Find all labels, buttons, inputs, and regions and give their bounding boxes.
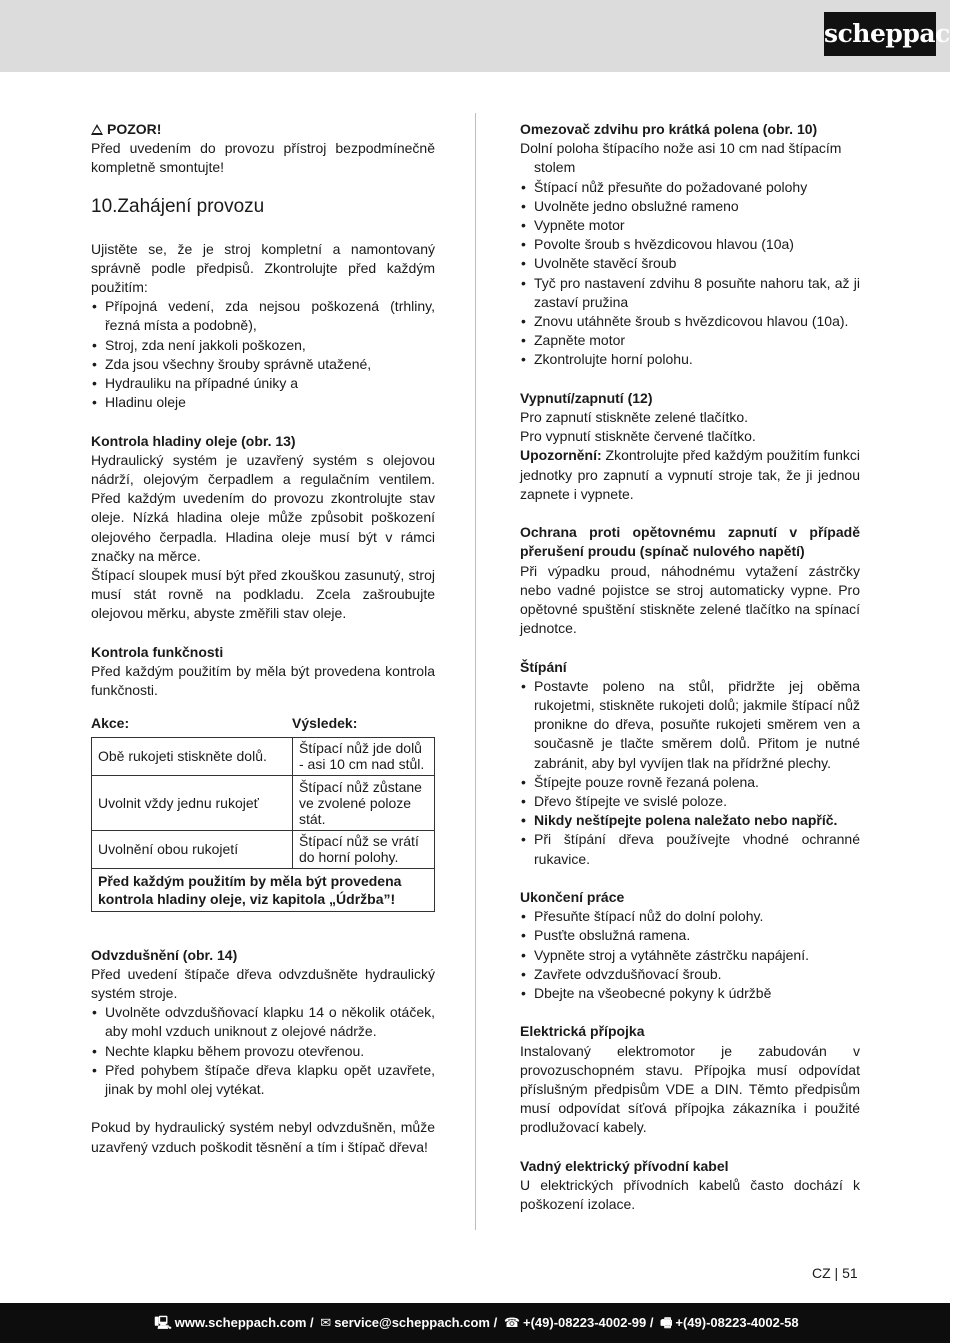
result-header: Výsledek: [292,715,358,732]
oil-text: Hydraulický systém je uzavřený systém s olejovou nádrží, olejovým čerpadlem a regulačním ventilem. Před každým uvedením do provozu zkontrolujte stav oleje. Nízká hladina oleje může způsobit poškození olejového čerpadla. Hladina oleje musí být v rámci značky na měrce. [91,451,435,564]
list-item: • Přesuňte štípací nůž do dolní polohy. [520,907,860,926]
list-item: • Pusťte obslužná ramena. [520,926,860,945]
email-link[interactable]: service@scheppach.com / [334,1315,498,1330]
list-item: • Dbejte na všeobecné pokyny k údržbě [520,984,860,1003]
list-item: • Před pohybem štípače dřeva klapku opět uzavřete, jinak by mohl olej vytékat. [91,1061,435,1099]
list-item: • Zapněte motor [520,331,860,350]
electric-text: Instalovaný elektromotor je zabudován v provozuschopném stavu. Přípojka musí odpovídat příslušným předpisům VDE a DIN. Těmto předpisům musí odpovídat síťová přípojka zákazníka i použité prodlužovací kabely. [520,1042,860,1136]
cable-text: U elektrických přívodních kabelů často dochází k poškození izolace. [520,1177,860,1213]
onoff-note: Upozornění: Zkontrolujte před každým použitím funkci jednotky pro zapnutí a vypnutí stroje tak, že ji jednou zapnete i vypnete. [520,447,860,502]
table-row [92,830,435,868]
list-item: • Uvolněte jedno obslužné rameno [520,197,860,216]
right-column [520,120,860,1214]
warning-heading: POZOR! [91,120,435,139]
end-list [520,907,860,1003]
page-number: CZ | 51 [812,1265,858,1281]
list-item: • Dřevo štípejte ve svislé poloze. [520,792,860,811]
left-column [91,120,435,1157]
table-header [91,714,435,733]
end-heading: Ukončení práce [520,889,625,906]
list-item: • Stroj, zda není jakkoli poškozen, [91,336,435,355]
list-item: • Nikdy neštípejte polena naležato nebo napříč. [520,811,860,830]
table-cell-result: Štípací nůž jde dolů - asi 10 cm nad stůl. [293,737,435,775]
header-bar [0,0,967,72]
oil-text-2: Štípací sloupek musí být před zkouškou zasunutý, stroj musí stát rovně na podkladu. Zcela zašroubujte olejovou měrku, abyste změřili stav oleje. [91,567,435,622]
bleed-list [91,1003,435,1099]
phone-number: +(49)-08223-4002-99 / [523,1315,654,1330]
list-item: • Štípací nůž přesuňte do požadované polohy [520,178,860,197]
list-item: • Přípojná vedení, zda nejsou poškozená (trhliny, řezná místa a podobně), [91,297,435,335]
table-cell-action: Uvolnění obou rukojetí [92,830,293,868]
table-cell-action: Obě rukojeti stiskněte dolů. [92,737,293,775]
list-item: • Vypněte motor [520,216,860,235]
oil-heading: Kontrola hladiny oleje (obr. 13) [91,432,296,449]
website-link[interactable]: www.scheppach.com / [174,1315,314,1330]
action-header: Akce: [91,715,130,732]
restart-text: Při výpadku proud, náhodnému vytažení zástrčky nebo vadné pojistce se stroj automaticky vypne. Pro opětovné spuštění stiskněte zelené tlačítko na spínací jednotce. [520,562,860,637]
function-table [91,737,435,912]
list-item: • Zkontrolujte horní polohu. [520,350,860,369]
warning-text: Před uvedením do provozu přístroj bezpodmínečně kompletně smontujte! [91,140,435,176]
table-row [92,868,435,911]
limit-lead-cont: stolem [534,159,576,176]
list-item: • Při štípání dřeva používejte vhodné ochranné rukavice. [520,830,860,868]
list-item: • Uvolněte odvzdušňovací klapku 14 o několik otáček, aby mohl vzduch uniknout z olejové nádrže. [91,1003,435,1041]
table-footer-note: Před každým použitím by měla být provedena kontrola hladiny oleje, viz kapitola „Údržba”! [92,868,435,911]
function-heading: Kontrola funkčnosti [91,643,224,660]
onoff-line-2: Pro vypnutí stiskněte červené tlačítko. [520,428,756,445]
split-heading: Štípání [520,658,567,675]
list-item: • Štípejte pouze rovně řezaná polena. [520,773,860,792]
function-text: Před každým použitím by měla být provedena kontrola funkčnosti. [91,663,435,699]
bleed-note: Pokud by hydraulický systém nebyl odvzdušněn, může uzavřený vzduch poškodit těsnění a tím i štípač dřeva! [91,1119,435,1155]
split-list [520,677,860,869]
onoff-line-1: Pro zapnutí stiskněte zelené tlačítko. [520,409,749,426]
table-cell-action: Uvolnit vždy jednu rukojeť [92,775,293,830]
list-item: • Zavřete odvzdušňovací šroub. [520,965,860,984]
list-item: • Tyč pro nastavení zdvihu 8 posuňte nahoru tak, až ji zastaví pružina [520,274,860,312]
fax-icon: 🖷 [660,1315,673,1330]
table-cell-result: Štípací nůž zůstane ve zvolené poloze stát. [293,775,435,830]
limit-heading: Omezovač zdvihu pro krátká polena (obr. 10) [520,121,818,137]
bleed-text: Před uvedení štípače dřeva odvzdušněte hydraulický systém stroje. [91,965,435,1002]
table-cell-result: Štípací nůž se vrátí do horní polohy. [293,830,435,868]
list-item: • Uvolněte stavěcí šroub [520,254,860,273]
intro-list [91,297,435,412]
phone-icon: ☎ [503,1315,521,1330]
brand-logo: scheppach [824,12,936,56]
bleed-heading: Odvzdušnění (obr. 14) [91,946,238,963]
column-divider [475,113,476,1230]
contact-bar [0,1303,950,1343]
intro-text: Ujistěte se, že je stroj kompletní a namontovaný správně podle předpisů. Zkontrolujte před každým použitím: [91,240,435,296]
mail-icon: ✉ [320,1315,332,1330]
electric-heading: Elektrická přípojka [520,1023,645,1040]
restart-heading: Ochrana proti opětovnému zapnutí v případě přerušení proudu (spínač nulového napětí) [520,524,860,560]
limit-list [520,178,860,370]
list-item: • Hydrauliku na případné úniky a [91,374,435,393]
warning-icon [91,124,103,135]
section-title: 10.Zahájení provozu [91,195,265,217]
fax-number: +(49)-08223-4002-58 [675,1315,799,1330]
list-item: • Znovu utáhněte šroub s hvězdicovou hlavou (10a). [520,312,860,331]
list-item: • Povolte šroub s hvězdicovou hlavou (10a) [520,235,860,254]
limit-lead: Dolní poloha štípacího nože asi 10 cm nad štípacím [520,140,842,157]
onoff-heading: Vypnutí/zapnutí (12) [520,389,653,406]
table-row [92,775,435,830]
list-item: • Zda jsou všechny šrouby správně utažené, [91,355,435,374]
list-item: • Postavte poleno na stůl, přidržte jej oběma rukojetmi, stiskněte rukojeti dolů; jakmile štípací nůž pronikne do dřeva, posuňte rukojeti směrem ven a současně je tlačte směrem dolů. Přitom je nutné zabránit, aby byl vyvíjen tlak na přídržné plechy. [520,677,860,773]
cable-heading: Vadný elektrický přívodní kabel [520,1157,729,1174]
list-item: • Hladinu oleje [91,393,435,412]
computer-icon: 🖳 [154,1315,172,1330]
list-item: • Nechte klapku během provozu otevřenou. [91,1042,435,1061]
list-item: • Vypněte stroj a vytáhněte zástrčku napájení. [520,946,860,965]
table-row [92,737,435,775]
